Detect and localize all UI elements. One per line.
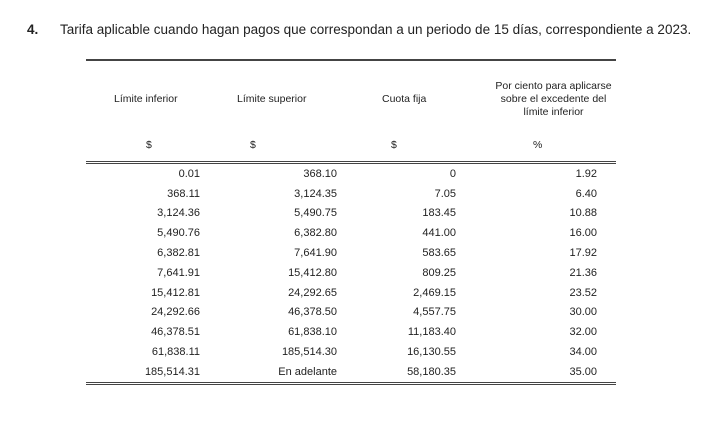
lower-limit-cell: 368.11 (167, 187, 200, 200)
column-unit-fixed-fee: $ (391, 139, 397, 151)
lower-limit-cell: 3,124.36 (157, 207, 200, 220)
column-unit-upper-limit: $ (250, 139, 256, 151)
table-row (86, 362, 616, 383)
section-title: Tarifa aplicable cuando hagan pagos que correspondan a un periodo de 15 días, correspondiente a 2023. (60, 22, 692, 37)
fixed-fee-cell: 11,183.40 (407, 326, 456, 339)
upper-limit-cell: 7,641.90 (294, 247, 337, 260)
table-row (86, 223, 616, 243)
column-unit-percent: % (533, 139, 543, 151)
percent-cell: 32.00 (569, 326, 597, 339)
upper-limit-cell: 368.10 (303, 167, 337, 180)
fixed-fee-cell: 2,469.15 (413, 286, 456, 299)
upper-limit-cell: 24,292.65 (288, 286, 337, 299)
tariff-table-grid (86, 59, 616, 385)
lower-limit-cell: 0.01 (178, 167, 200, 180)
percent-cell: 35.00 (569, 365, 597, 378)
percent-cell: 16.00 (569, 227, 597, 240)
percent-cell: 1.92 (575, 167, 597, 180)
percent-cell: 34.00 (569, 346, 597, 359)
upper-limit-cell: 61,838.10 (288, 326, 337, 339)
lower-limit-cell: 7,641.91 (157, 266, 200, 279)
fixed-fee-cell: 4,557.75 (413, 306, 456, 319)
table-row (86, 303, 616, 323)
percent-cell: 6.40 (575, 187, 597, 200)
table-row (86, 204, 616, 224)
fixed-fee-cell: 583.65 (422, 247, 456, 260)
table-row (86, 263, 616, 283)
fixed-fee-cell: 58,180.35 (407, 365, 456, 378)
column-header-lower-limit: Límite inferior (114, 92, 178, 105)
upper-limit-cell: 46,378.50 (288, 306, 337, 319)
percent-cell: 30.00 (569, 306, 597, 319)
table-row (86, 283, 616, 303)
percent-cell: 21.36 (569, 266, 597, 279)
upper-limit-cell: 6,382.80 (294, 227, 337, 240)
upper-limit-cell: 3,124.35 (294, 187, 337, 200)
lower-limit-cell: 6,382.81 (157, 247, 200, 260)
table-row (86, 322, 616, 342)
bottom-rule (86, 383, 616, 385)
lower-limit-cell: 15,412.81 (151, 286, 200, 299)
percent-cell: 23.52 (569, 286, 597, 299)
upper-limit-cell: 185,514.30 (281, 346, 337, 359)
fixed-fee-cell: 441.00 (422, 227, 456, 240)
table-row (86, 184, 616, 204)
fixed-fee-cell: 7.05 (434, 187, 456, 200)
lower-limit-cell: 5,490.76 (157, 227, 200, 240)
table-body (86, 164, 616, 383)
section-number: 4. (27, 22, 39, 37)
percent-cell: 10.88 (569, 207, 597, 220)
fixed-fee-cell: 183.45 (422, 207, 456, 220)
column-header-upper-limit: Límite superior (237, 92, 307, 105)
column-header-fixed-fee: Cuota fija (382, 92, 427, 105)
upper-limit-cell: En adelante (278, 365, 337, 378)
column-header-percent: Por ciento para aplicarse sobre el excedente del límite inferior (495, 79, 612, 118)
tariff-table (86, 59, 616, 385)
fixed-fee-cell: 809.25 (422, 266, 456, 279)
upper-limit-cell: 5,490.75 (294, 207, 337, 220)
lower-limit-cell: 46,378.51 (151, 326, 200, 339)
fixed-fee-cell: 0 (449, 167, 456, 180)
lower-limit-cell: 24,292.66 (151, 306, 200, 319)
lower-limit-cell: 61,838.11 (151, 346, 200, 359)
table-row (86, 164, 616, 184)
table-row (86, 243, 616, 263)
column-unit-lower-limit: $ (146, 139, 152, 151)
fixed-fee-cell: 16,130.55 (407, 346, 456, 359)
percent-cell: 17.92 (569, 247, 597, 260)
lower-limit-cell: 185,514.31 (144, 365, 200, 378)
table-row (86, 342, 616, 362)
upper-limit-cell: 15,412.80 (288, 266, 337, 279)
